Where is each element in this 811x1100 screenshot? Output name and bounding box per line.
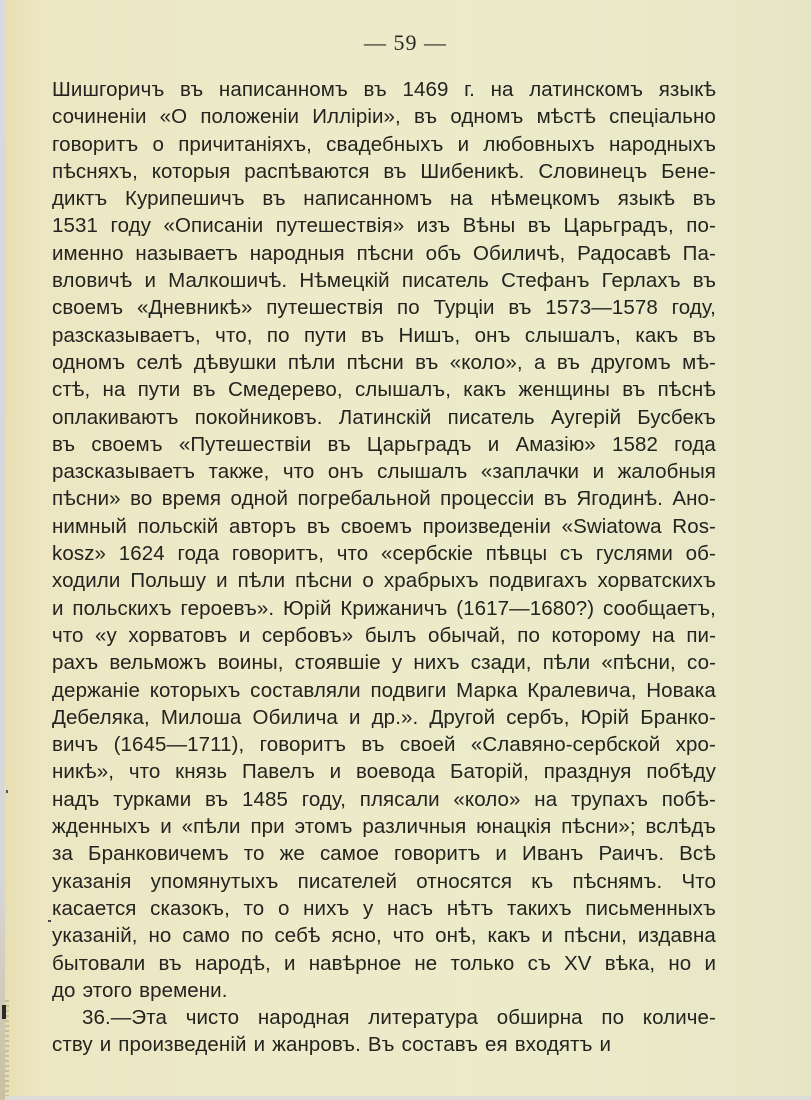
margin-mark — [2, 1005, 6, 1019]
text-line: бытовали въ народѣ, и навѣрное не только съ XV вѣка, но и — [52, 951, 716, 975]
text-line: именно называетъ народныя пѣсни объ Обиличѣ, Радосавѣ Па- — [52, 241, 716, 265]
text-line: пѣсняхъ, которыя распѣваются въ Шибеникѣ. Словинецъ Бене- — [52, 159, 716, 183]
text-line: за Бранковичемъ то же самое говоритъ и Иванъ Раичъ. Всѣ — [52, 842, 716, 866]
text-line: диктъ Курипешичъ въ написанномъ на нѣмецкомъ языкѣ въ — [52, 187, 716, 211]
text-line: вичъ (1645—1711), говоритъ въ своей «Славяно-сербской хро- — [52, 733, 716, 757]
text-line: kosz» 1624 года говоритъ, что «сербскіе пѣвцы съ гуслями об- — [52, 542, 716, 566]
text-line: говоритъ о причитаніяхъ, свадебныхъ и любовныхъ народныхъ — [52, 132, 716, 156]
page-number: — 59 — — [364, 30, 447, 55]
text-line: одномъ селѣ дѣвушки пѣли пѣсни въ «коло», а въ другомъ мѣ- — [52, 350, 716, 374]
text-line: оплакиваютъ покойниковъ. Латинскій писатель Аугерій Бусбекъ — [52, 405, 716, 429]
text-line: надъ турками въ 1485 году, плясали «коло» на трупахъ побѣ- — [52, 787, 716, 811]
text-line: Шишгоричъ въ написанномъ въ 1469 г. на латинскомъ языкѣ — [52, 78, 716, 101]
text-line: что «у хорватовъ и сербовъ» былъ обычай, по которому на пи- — [52, 623, 716, 647]
text-line: ходили Польшу и пѣли пѣсни о храбрыхъ подвигахъ хорватскихъ — [52, 569, 716, 593]
text-line: вловичѣ и Малкошичѣ. Нѣмецкій писатель Стефанъ Герлахъ въ — [52, 269, 716, 293]
text-line: держаніе которыхъ составляли подвиги Марка Кралевича, Новака — [52, 678, 716, 702]
text-line: сочиненіи «О положеніи Илліріи», въ одномъ мѣстѣ спеціально — [52, 105, 716, 129]
body-text — [52, 76, 716, 1059]
text-line: до этого времени. — [52, 978, 228, 1002]
text-line: 36.—Эта чисто народная литература обширна по количе- — [82, 1006, 716, 1030]
text-line: разсказываетъ, что, по пути въ Нишъ, онъ слышалъ, какъ въ — [52, 323, 716, 347]
text-line: стѣ, на пути въ Смедерево, слышалъ, какъ женщины въ пѣснѣ — [52, 378, 716, 402]
text-line: въ своемъ «Путешествіи въ Царьградъ и Амазію» 1582 года — [52, 432, 716, 456]
text-line: нимный польскій авторъ въ своемъ произведеніи «Swiatowa Ros- — [52, 514, 716, 538]
margin-speck — [6, 790, 8, 793]
text-line: 1531 году «Описаніи путешествія» изъ Вѣны въ Царьградъ, по- — [52, 214, 716, 238]
text-line: жденныхъ и «пѣли при этомъ различныя юнацкія пѣсни»; вслѣдъ — [52, 815, 716, 839]
text-line: своемъ «Дневникѣ» путешествія по Турціи въ 1573—1578 году, — [52, 296, 716, 320]
text-line: никѣ», что князь Павелъ и воевода Баторій, празднуя побѣду — [52, 760, 716, 784]
text-line: Дебеляка, Милоша Обилича и др.». Другой сербъ, Юрій Бранко- — [52, 705, 716, 729]
text-line: разсказываетъ также, что онъ слышалъ «заплачки и жалобныя — [52, 460, 716, 484]
text-line: рахъ вельможъ воины, стоявшіе у нихъ сзади, пѣли «пѣсни, со- — [52, 651, 716, 675]
text-line: пѣсни» во время одной погребальной процессіи въ Ягодинѣ. Ано- — [52, 487, 716, 511]
text-line: указанія упомянутыхъ писателей относятся къ пѣснямъ. Что — [52, 869, 716, 893]
text-line: касается сказокъ, то о нихъ у насъ нѣтъ такихъ письменныхъ — [52, 896, 716, 920]
text-line: указаній, но само по себѣ ясно, что онѣ, какъ и пѣсни, издавна — [52, 924, 716, 948]
text-line: и польскихъ героевъ». Юрій Крижаничъ (1617—1680?) сообщаетъ, — [52, 596, 716, 620]
margin-speck — [48, 920, 51, 922]
text-line: ству и произведеній и жанровъ. Въ составъ ея входятъ и — [52, 1033, 612, 1057]
